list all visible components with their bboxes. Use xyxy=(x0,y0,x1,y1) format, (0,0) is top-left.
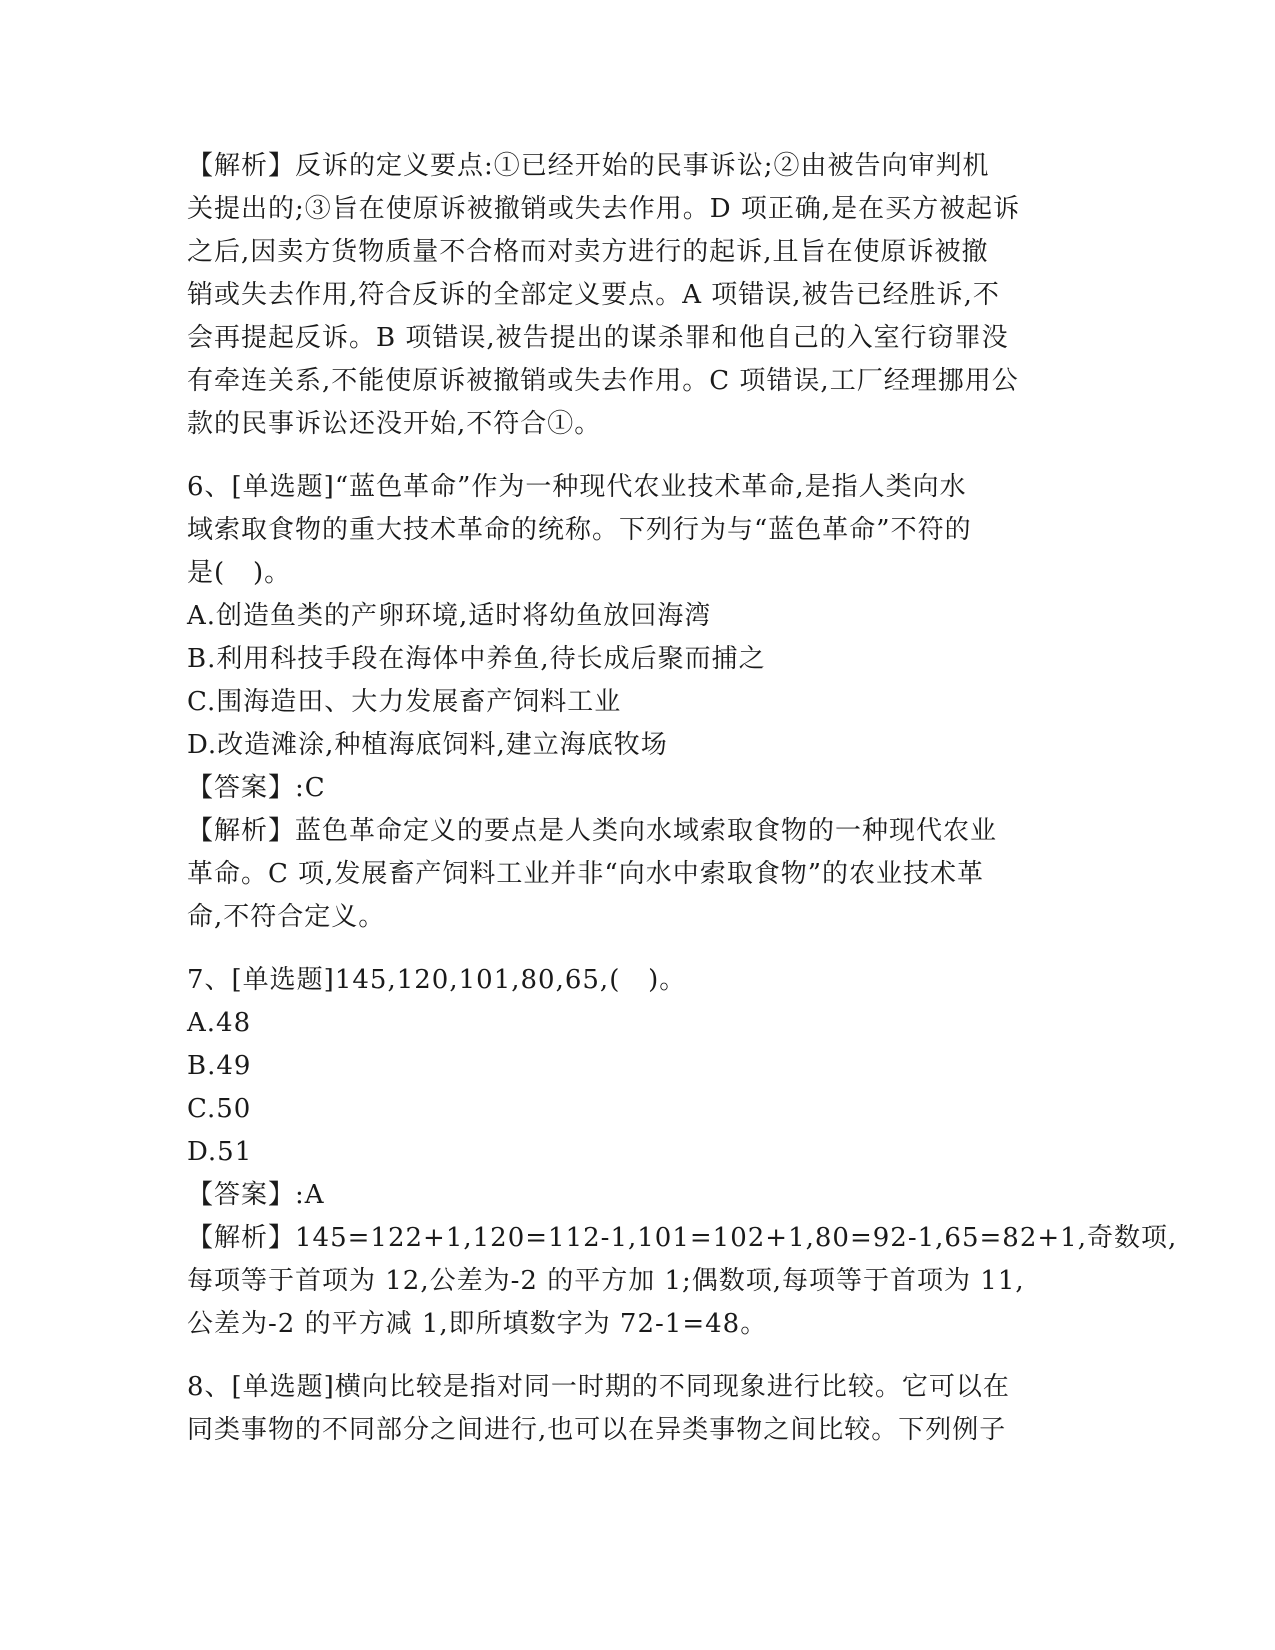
document-body xyxy=(187,145,1178,1452)
q6-analysis-line: 命,不符合定义。 xyxy=(187,902,386,932)
q5-analysis xyxy=(187,145,1087,446)
q6-stem-line: 域索取食物的重大技术革命的统称。下列行为与“蓝色革命”不符的 xyxy=(187,515,972,545)
q8-stem-line: 8、[单选题]横向比较是指对同一时期的不同现象进行比较。它可以在 xyxy=(187,1372,1010,1402)
q6-analysis-line: 革命。C 项,发展畜产饲料工业并非“向水中索取食物”的农业技术革 xyxy=(187,859,985,889)
q5-analysis-line: 之后,因卖方货物质量不合格而对卖方进行的起诉,且旨在使原诉被撤 xyxy=(187,237,989,267)
q7-option-c: C.50 xyxy=(187,1094,252,1124)
q6-option-b: B.利用科技手段在海体中养鱼,待长成后聚而捕之 xyxy=(187,644,766,674)
q7-option-d: D.51 xyxy=(187,1137,253,1167)
q7-answer: 【答案】:A xyxy=(187,1180,325,1210)
q6-answer: 【答案】:C xyxy=(187,773,326,803)
q7-stem-line: 7、[单选题]145,120,101,80,65,( )。 xyxy=(187,965,687,995)
q7-analysis-line: 每项等于首项为 12,公差为-2 的平方加 1;偶数项,每项等于首项为 11, xyxy=(187,1266,1025,1296)
q5-analysis-line: 销或失去作用,符合反诉的全部定义要点。A 项错误,被告已经胜诉,不 xyxy=(187,280,1000,310)
q5-analysis-line: 关提出的;③旨在使原诉被撤销或失去作用。D 项正确,是在买方被起诉 xyxy=(187,194,1021,224)
q7-option-b: B.49 xyxy=(187,1051,252,1081)
q5-analysis-line: 会再提起反诉。B 项错误,被告提出的谋杀罪和他自己的入室行窃罪没 xyxy=(187,323,1009,353)
question-7 xyxy=(187,959,1178,1346)
question-6 xyxy=(187,466,1087,939)
paragraph-gap xyxy=(187,1346,1087,1366)
q7-analysis-line: 【解析】145=122+1,120=112-1,101=102+1,80=92-1,65=82+1,奇数项, xyxy=(187,1223,1178,1253)
q6-stem-line: 6、[单选题]“蓝色革命”作为一种现代农业技术革命,是指人类向水 xyxy=(187,472,967,502)
q5-analysis-line: 有牵连关系,不能使原诉被撤销或失去作用。C 项错误,工厂经理挪用公 xyxy=(187,366,1019,396)
q7-option-a: A.48 xyxy=(187,1008,252,1038)
q7-analysis-line: 公差为-2 的平方减 1,即所填数字为 72-1=48。 xyxy=(187,1309,768,1339)
q5-analysis-line: 【解析】反诉的定义要点:①已经开始的民事诉讼;②由被告向审判机 xyxy=(187,151,990,181)
q6-option-d: D.改造滩涂,种植海底饲料,建立海底牧场 xyxy=(187,730,668,760)
q5-analysis-line: 款的民事诉讼还没开始,不符合①。 xyxy=(187,409,602,439)
question-8 xyxy=(187,1366,1087,1452)
paragraph-gap xyxy=(187,939,1087,959)
q6-option-a: A.创造鱼类的产卵环境,适时将幼鱼放回海湾 xyxy=(187,601,712,631)
paragraph-gap xyxy=(187,446,1087,466)
q8-stem-line: 同类事物的不同部分之间进行,也可以在异类事物之间比较。下列例子 xyxy=(187,1415,1007,1445)
q6-option-c: C.围海造田、大力发展畜产饲料工业 xyxy=(187,687,622,717)
q6-analysis-line: 【解析】蓝色革命定义的要点是人类向水域索取食物的一种现代农业 xyxy=(187,816,998,846)
q6-stem-line: 是( )。 xyxy=(187,558,292,588)
